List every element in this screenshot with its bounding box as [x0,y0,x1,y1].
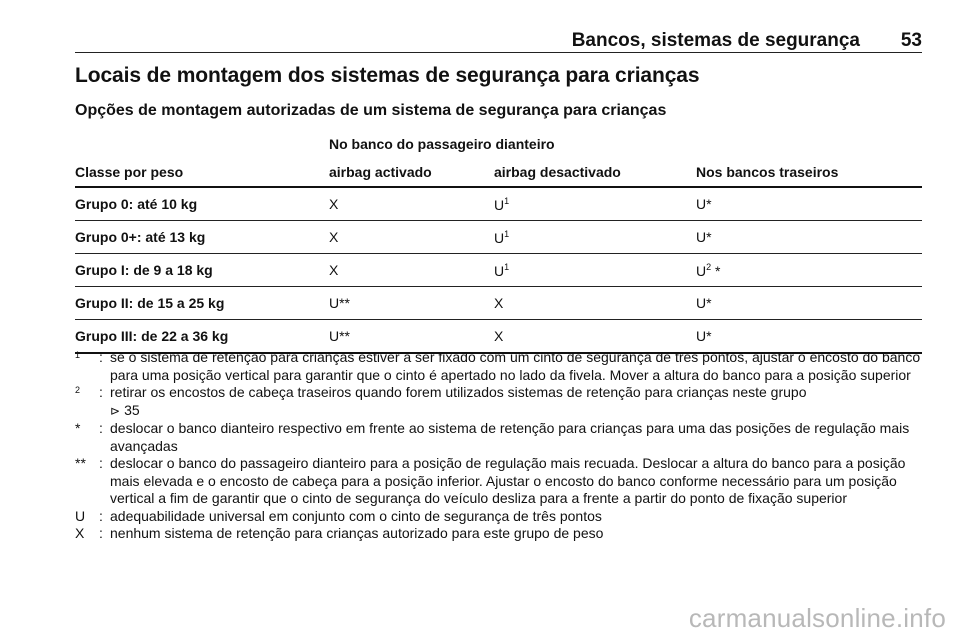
weight-class-cell: Grupo 0+: até 13 kg [75,229,206,245]
table-row [75,254,922,287]
weight-class-cell: Grupo II: de 15 a 25 kg [75,295,225,311]
footnote-item [75,420,925,455]
footnote-marker: 1 [75,350,81,360]
airbag-on-cell: X [329,229,339,245]
airbag-off-cell: X [494,295,504,311]
column-header-airbag-on: airbag activado [329,164,432,180]
footnote-text: retirar os encostos de cabeça traseiros quando forem utilizados sistemas de retenção para crianças neste grupo [110,384,807,400]
footnote-text: deslocar o banco do passageiro dianteiro para a posição de regulação mais recuada. Deslocar a altura do banco para a posição mais elevada e o encosto de cabeça para a posição inferior. Ajustar o encosto do banco conforme necessário para um posição vertical a fim de garantir que o cinto de segurança do veículo desliza para a frente a partir do ponto de fixação superior [110,455,906,506]
rear-seat-cell: U* [696,196,712,212]
rear-seat-cell: U* [696,328,712,344]
page-title: Locais de montagem dos sistemas de segurança para crianças [75,64,700,87]
table-row [75,287,922,320]
footnote-item [75,508,925,526]
table-row [75,221,922,254]
weight-class-cell: Grupo I: de 9 a 18 kg [75,262,213,278]
footnote-separator: : [99,525,103,541]
table-row [75,188,922,221]
footnote-ref: 1 [504,229,510,239]
rear-seat-cell: U* [696,229,712,245]
footnote-marker: 2 [75,385,81,395]
page-reference-link[interactable]: 35 [124,401,140,418]
airbag-on-cell: X [329,196,339,212]
watermark: carmanualsonline.info [688,603,946,633]
footnote-ref: 2 [706,262,712,272]
footnote-item [75,455,925,508]
footnote-marker: ** [75,455,86,471]
column-header-weight-class: Classe por peso [75,164,184,180]
footnote-separator: : [99,455,103,471]
footnote-marker: U [75,507,86,524]
footnote-separator: : [99,507,103,524]
weight-class-cell: Grupo III: de 22 a 36 kg [75,328,229,344]
column-header-airbag-off: airbag desactivado [494,164,621,180]
section-title: Bancos, sistemas de segurança [571,30,860,51]
reference-arrow-icon: ⊳ [110,403,121,418]
rear-seat-cell: $U^2$ * [696,262,721,279]
footnote-text: se o sistema de retenção para crianças estiver a ser fixado com um cinto de segurança de três pontos, ajustar o encosto do banco para uma posição vertical para garantir que o cinto é apertado no lado da fivela. Mover a altura do banco para a posição superior [110,349,921,383]
footnote-text: nenhum sistema de retenção para crianças autorizado para este grupo de peso [110,525,604,541]
footnote-separator: : [99,349,103,365]
page-number: 53 [900,30,922,51]
page-subtitle: Opções de montagem autorizadas de um sistema de segurança para crianças [75,102,667,119]
footnote-item [75,349,925,384]
airbag-off-cell: $U^1$ [494,262,510,279]
footnote-text: deslocar o banco dianteiro respectivo em frente ao sistema de retenção para crianças para uma das posições de regulação mais avançadas [110,420,910,454]
footnote-separator: : [99,384,103,400]
footnote-text: adequabilidade universal em conjunto com o cinto de segurança de três pontos [110,507,602,524]
airbag-on-cell: U** [329,295,351,311]
airbag-off-cell: X [494,328,504,344]
weight-class-cell: Grupo 0: até 10 kg [75,196,198,212]
airbag-on-cell: U** [329,328,351,344]
page-header [75,30,922,53]
footnote-item [75,384,925,420]
airbag-off-cell: $U^1$ [494,229,510,246]
footnote-marker: X [75,525,85,541]
front-seat-group-header: No banco do passageiro dianteiro [329,136,555,152]
airbag-off-cell: $U^1$ [494,196,510,213]
footnote-ref: 1 [504,196,510,206]
footnote-marker: * [75,420,81,436]
rear-seat-cell: U* [696,295,712,311]
footnote-separator: : [99,420,103,436]
footnote-ref: 1 [504,262,510,272]
table-header-row [75,164,922,188]
airbag-on-cell: X [329,262,339,278]
footnotes [75,349,925,543]
column-header-rear-seats: Nos bancos traseiros [696,164,839,180]
footnote-item [75,525,925,543]
